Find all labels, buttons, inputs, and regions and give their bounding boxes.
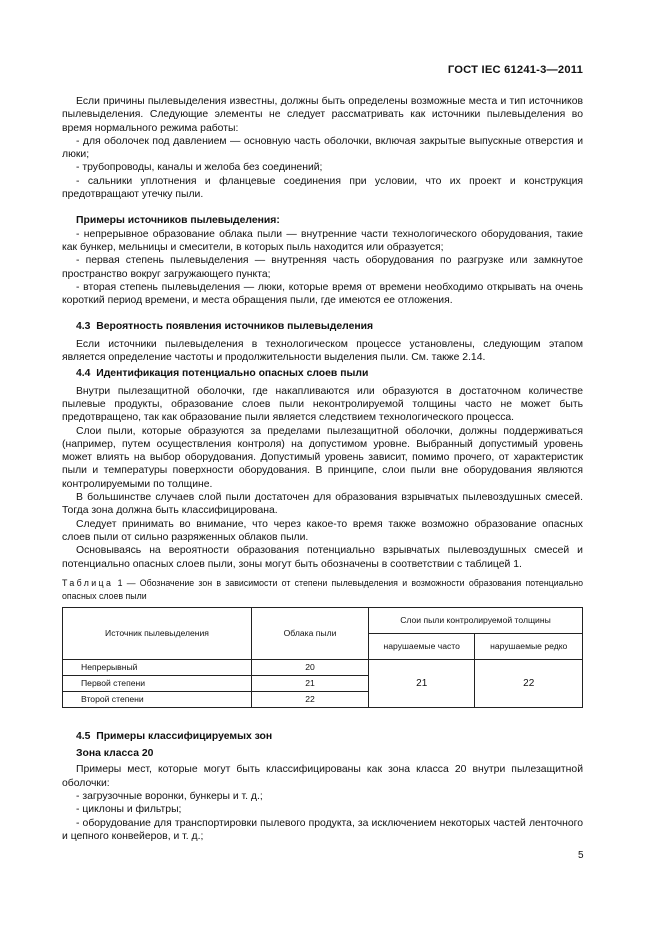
section-paragraph: Следует принимать во внимание, что через какое-то время также возможно образование опасных слоев пыли от сильно разряженных облаков пыли. — [62, 518, 583, 543]
table-row: Второй степени 22 — [63, 691, 583, 707]
page-number: 5 — [578, 850, 584, 861]
rare-value: 22 — [475, 659, 583, 707]
section-4-3-heading: 4.3 Вероятность появления источников пылевыделения — [76, 321, 374, 333]
list-item: - циклоны и фильтры; — [76, 804, 182, 816]
header-source: Источник пылевыделения — [63, 607, 252, 659]
zone-20-heading: Зона класса 20 — [76, 748, 154, 760]
zone-table — [62, 607, 583, 708]
list-item: - непрерывное образование облака пыли — внутренние части технологического оборудования, такие как бункер, мельницы и смесители, в которых пыль находится или образуется; — [62, 228, 583, 253]
section-4-4-heading: 4.4 Идентификация потенциально опасных слоев пыли — [76, 368, 369, 380]
standard-header: ГОСТ IEC 61241-3—2011 — [447, 64, 583, 76]
table-caption: Таблица 1 — Обозначение зон в зависимости от степени пылевыделения и возможности образования потенциально опасных слоев пыли — [62, 577, 583, 601]
table-row: Первой степени 21 — [63, 675, 583, 691]
section-paragraph: Слои пыли, которые образуются за пределами пылезащитной оболочки, должны поддерживаться (например, путем осуществления контроля) на допустимом уровне. Выбранный допустимый уровень может влиять на выбор оборудования. Допустимый уровень зависит, помимо прочего, от характеристик пыли и температуры поверхности оборудования. В принципе, слои пыли вне оборудования являются контролируемыми по толщине. — [62, 425, 583, 490]
intro-paragraph: Если причины пылевыделения известны, должны быть определены возможные места и тип источников пылевыделения. Следующие элементы не следует рассматривать как источники пылевыделения во время нормального режима работы: — [62, 96, 583, 134]
header-cloud: Облака пыли — [252, 607, 369, 659]
header-layers: Слои пыли контролируемой толщины — [369, 607, 583, 633]
section-paragraph: В большинстве случаев слой пыли достаточен для образования взрывчатых пылевоздушных смесей. Тогда зона должна быть классифицирована. — [62, 492, 583, 517]
list-item: - для оболочек под давлением — основную часть оболочки, включая закрытые выпускные отверстия и люки; — [62, 135, 583, 161]
header-often: нарушаемые часто — [369, 633, 475, 659]
list-item: - вторая степень пылевыделения — люки, которые время от времени необходимо открывать на очень короткий период времени, и места обращения пыли, где имеются ее отложения. — [62, 281, 583, 307]
section-4-3-text: Если источники пылевыделения в технологическом процессе установлены, следующим этапом является определение частоты и продолжительности выделения пыли. См. также 2.14. — [62, 338, 583, 364]
section-paragraph: Основываясь на вероятности образования потенциально взрывчатых пылевоздушных смесей и потенциально опасных слоев пыли, зоны могут быть обозначены в соответствии с таблицей 1. — [62, 545, 583, 570]
page-content — [62, 95, 583, 843]
list-item: - оборудование для транспортировки пылевого продукта, за исключением некоторых частей ленточного и цепного конвейеров, и т. д.; — [62, 817, 583, 842]
often-value: 21 — [369, 659, 475, 707]
examples-heading: Примеры источников пылевыделения: — [76, 215, 280, 227]
header-rare: нарушаемые редко — [475, 633, 583, 659]
list-item: - трубопроводы, каналы и желоба без соединений; — [76, 162, 323, 174]
table-row: Непрерывный 20 21 22 — [63, 659, 583, 675]
list-item: - первая степень пылевыделения — внутренняя часть оборудования по разгрузке или замкнутое пространство вокруг загружающего пункта; — [62, 255, 583, 280]
section-paragraph: Внутри пылезащитной оболочки, где накапливаются или образуются в достаточном количестве пылевые продукты, образование слоев пыли неконтролируемой толщины часто не может быть предотвращено, так как образование пыли является следствием технологического процесса. — [62, 385, 583, 424]
section-paragraph: Примеры мест, которые могут быть классифицированы как зона класса 20 внутри пылезащитной оболочки: — [62, 764, 583, 789]
list-item: - сальники уплотнения и фланцевые соединения при условии, что их проект и конструкция предотвращают утечку пыли. — [62, 175, 583, 201]
section-4-5-heading: 4.5 Примеры классифицируемых зон — [76, 730, 273, 742]
list-item: - загрузочные воронки, бункеры и т. д.; — [76, 790, 263, 802]
